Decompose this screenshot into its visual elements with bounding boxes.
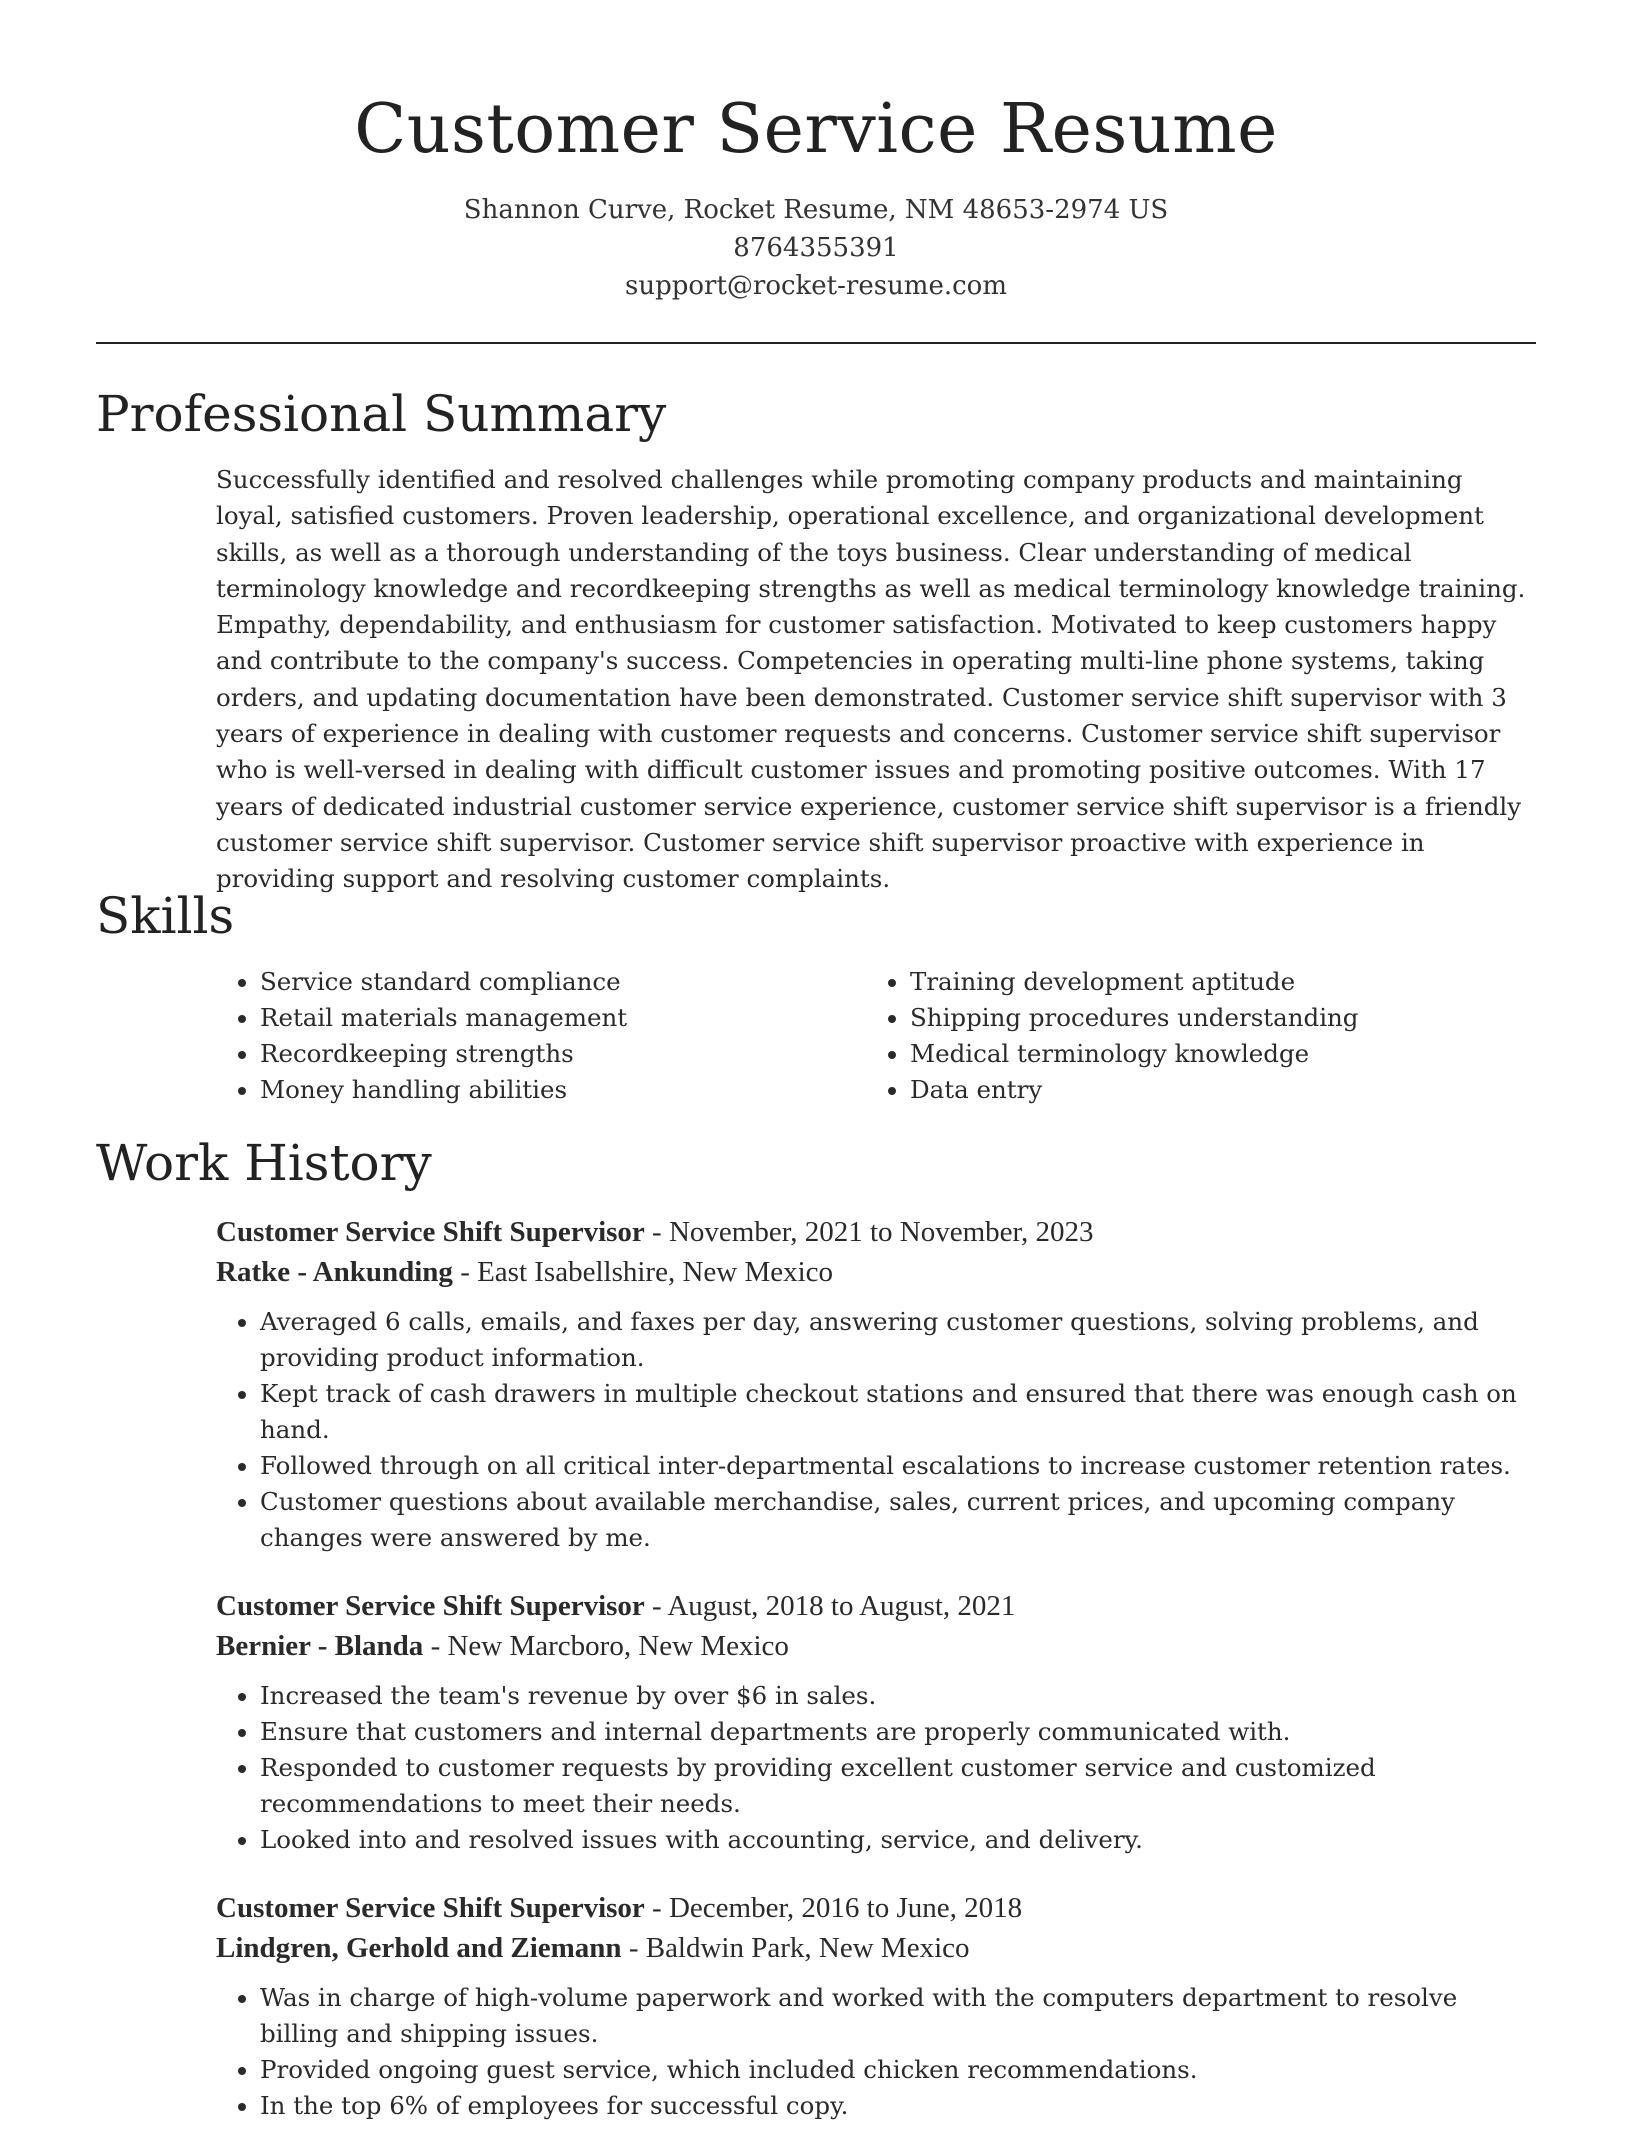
job-company-line xyxy=(216,1928,1536,1968)
skills-column-left xyxy=(216,964,866,1108)
skill-item: • Recordkeeping strengths xyxy=(260,1036,866,1072)
job-entry xyxy=(216,1586,1536,1858)
job-title: Customer Service Shift Supervisor xyxy=(216,1590,645,1622)
contact-phone: 8764355391 xyxy=(733,233,899,263)
skill-item: • Data entry xyxy=(910,1072,1516,1108)
skill-item: • Service standard compliance xyxy=(260,964,866,1000)
job-dates: - November, 2021 to November, 2023 xyxy=(644,1216,1094,1248)
skill-item: • Medical terminology knowledge xyxy=(910,1036,1516,1072)
job-bullets xyxy=(216,1980,1536,2124)
job-bullet: • Customer questions about available merchandise, sales, current prices, and upcoming company changes were answered by me. xyxy=(260,1484,1536,1556)
job-bullets xyxy=(216,1304,1536,1556)
summary-heading: Professional Summary xyxy=(96,385,667,443)
job-company: Ratke - Ankunding xyxy=(216,1256,453,1288)
job-title: Customer Service Shift Supervisor xyxy=(216,1216,645,1248)
job-title-line xyxy=(216,1212,1536,1252)
skills-heading: Skills xyxy=(96,887,235,945)
job-location: - East Isabellshire, New Mexico xyxy=(452,1256,834,1288)
job-title-line xyxy=(216,1888,1536,1928)
job-title: Customer Service Shift Supervisor xyxy=(216,1892,645,1924)
contact-block xyxy=(0,191,1632,305)
job-bullet: • Kept track of cash drawers in multiple checkout stations and ensured that there was enough cash on hand. xyxy=(260,1376,1536,1448)
job-dates: - December, 2016 to June, 2018 xyxy=(644,1892,1023,1924)
summary-text: Successfully identified and resolved challenges while promoting company products and maintaining loyal, satisfied customers. Proven leadership, operational excellence, and organizational development skills, as well as a thorough understanding of the toys business. Clear understanding of medical terminology knowledge and recordkeeping strengths as well as medical terminology knowledge training. Empathy, dependability, and enthusiasm for customer satisfaction. Motivated to keep customers happy and contribute to the company's success. Competencies in operating multi-line phone systems, taking orders, and updating documentation have been demonstrated. Customer service shift supervisor with 3 years of experience in dealing with customer requests and concerns. Customer service shift supervisor who is well-versed in dealing with difficult customer issues and promoting positive outcomes. With 17 years of dedicated industrial customer service experience, customer service shift supervisor is a friendly customer service shift supervisor. Customer service shift supervisor proactive with experience in providing support and resolving customer complaints. xyxy=(216,465,1526,894)
skill-item: • Training development aptitude xyxy=(910,964,1516,1000)
job-bullets xyxy=(216,1678,1536,1858)
job-bullet: • Was in charge of high-volume paperwork and worked with the computers department to resolve billing and shipping issues. xyxy=(260,1980,1536,2052)
job-bullet: • Looked into and resolved issues with accounting, service, and delivery. xyxy=(260,1822,1536,1858)
job-company-line xyxy=(216,1626,1536,1666)
job-bullet: • Followed through on all critical inter-departmental escalations to increase customer retention rates. xyxy=(260,1448,1536,1484)
job-company: Bernier - Blanda xyxy=(216,1630,424,1662)
skill-item: • Retail materials management xyxy=(260,1000,866,1036)
skill-item: • Money handling abilities xyxy=(260,1072,866,1108)
resume-header xyxy=(0,85,1632,305)
job-location: - New Marcboro, New Mexico xyxy=(423,1630,789,1662)
job-entry xyxy=(216,1212,1536,1556)
job-bullet: • In the top 6% of employees for successful copy. xyxy=(260,2088,1536,2124)
skills-list xyxy=(216,964,1536,1108)
job-entry xyxy=(216,1888,1536,2124)
job-dates: - August, 2018 to August, 2021 xyxy=(644,1590,1016,1622)
contact-email: support@rocket-resume.com xyxy=(624,271,1007,301)
job-bullet: • Averaged 6 calls, emails, and faxes per day, answering customer questions, solving problems, and providing product information. xyxy=(260,1304,1536,1376)
work-history-heading: Work History xyxy=(96,1134,432,1192)
job-bullet: • Increased the team's revenue by over $6 in sales. xyxy=(260,1678,1536,1714)
job-company: Lindgren, Gerhold and Ziemann xyxy=(216,1932,622,1964)
skill-item: • Shipping procedures understanding xyxy=(910,1000,1516,1036)
job-title-line xyxy=(216,1586,1536,1626)
job-bullet: • Responded to customer requests by providing excellent customer service and customized recommendations to meet their needs. xyxy=(260,1750,1536,1822)
job-bullet: • Provided ongoing guest service, which included chicken recommendations. xyxy=(260,2052,1536,2088)
job-company-line xyxy=(216,1252,1536,1292)
job-location: - Baldwin Park, New Mexico xyxy=(621,1932,970,1964)
job-bullet: • Ensure that customers and internal departments are properly communicated with. xyxy=(260,1714,1536,1750)
header-divider xyxy=(96,342,1536,344)
contact-address: Shannon Curve, Rocket Resume, NM 48653-2974 US xyxy=(463,195,1169,225)
work-history-list xyxy=(216,1212,1536,2154)
skills-column-right xyxy=(866,964,1516,1108)
document-title: Customer Service Resume xyxy=(354,90,1278,169)
